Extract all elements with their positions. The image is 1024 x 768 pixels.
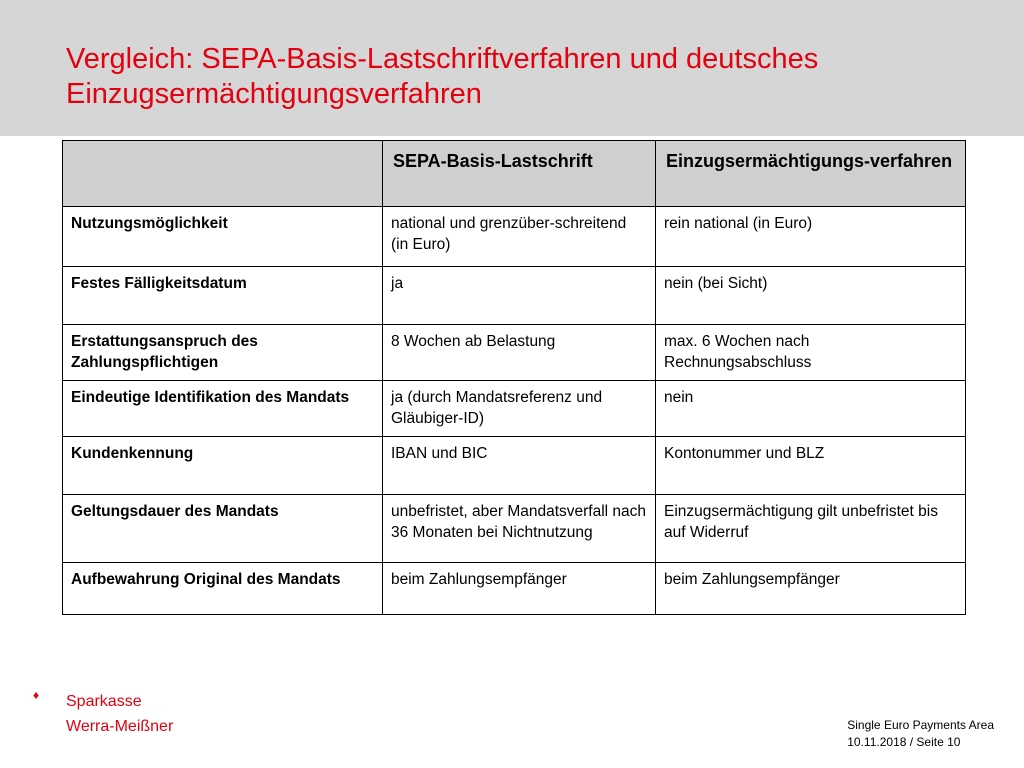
- cell-einzug: beim Zahlungsempfänger: [656, 563, 966, 615]
- organization-name: [66, 689, 173, 739]
- table-header-sepa: SEPA-Basis-Lastschrift: [383, 141, 656, 207]
- table-row: [63, 437, 966, 495]
- row-label: Kundenkennung: [63, 437, 383, 495]
- table-row: [63, 495, 966, 563]
- row-label: Nutzungsmöglichkeit: [63, 207, 383, 267]
- table-row: [63, 267, 966, 325]
- cell-sepa: beim Zahlungsempfänger: [383, 563, 656, 615]
- cell-sepa: 8 Wochen ab Belastung: [383, 325, 656, 381]
- cell-sepa: national und grenzüber-schreitend (in Euro): [383, 207, 656, 267]
- slide-header: [0, 0, 1024, 136]
- cell-einzug: rein national (in Euro): [656, 207, 966, 267]
- slide-footer: [847, 717, 994, 751]
- row-label: Aufbewahrung Original des Mandats: [63, 563, 383, 615]
- org-line-1: Sparkasse: [66, 693, 142, 710]
- diamond-bullet-icon: ♦: [33, 688, 40, 702]
- row-label: Geltungsdauer des Mandats: [63, 495, 383, 563]
- cell-einzug: Einzugsermächtigung gilt unbefristet bis auf Widerruf: [656, 495, 966, 563]
- table-row: [63, 207, 966, 267]
- row-label: Eindeutige Identifikation des Mandats: [63, 381, 383, 437]
- slide-title-line-1: Vergleich: SEPA-Basis-Lastschriftverfahren und deutsches: [66, 43, 819, 75]
- row-label: Erstattungsanspruch des Zahlungspflichtigen: [63, 325, 383, 381]
- footer-date-page: 10.11.2018 / Seite 10: [847, 735, 961, 749]
- cell-sepa: IBAN und BIC: [383, 437, 656, 495]
- cell-sepa: ja: [383, 267, 656, 325]
- slide-title-line-2: Einzugsermächtigungsverfahren: [66, 78, 482, 110]
- footer-topic: Single Euro Payments Area: [847, 718, 994, 732]
- table-header-row: [63, 141, 966, 207]
- cell-sepa: ja (durch Mandatsreferenz und Gläubiger-ID): [383, 381, 656, 437]
- slide-title: [66, 42, 996, 112]
- table-row: [63, 563, 966, 615]
- table-row: [63, 381, 966, 437]
- cell-einzug: nein (bei Sicht): [656, 267, 966, 325]
- cell-einzug: Kontonummer und BLZ: [656, 437, 966, 495]
- row-label: Festes Fälligkeitsdatum: [63, 267, 383, 325]
- table-row: [63, 325, 966, 381]
- table-header-empty: [63, 141, 383, 207]
- cell-sepa: unbefristet, aber Mandatsverfall nach 36 Monaten bei Nichtnutzung: [383, 495, 656, 563]
- cell-einzug: max. 6 Wochen nach Rechnungsabschluss: [656, 325, 966, 381]
- comparison-table: [62, 140, 966, 615]
- org-line-2: Werra-Meißner: [66, 718, 174, 735]
- cell-einzug: nein: [656, 381, 966, 437]
- table-header-einzug: Einzugsermächtigungs-verfahren: [656, 141, 966, 207]
